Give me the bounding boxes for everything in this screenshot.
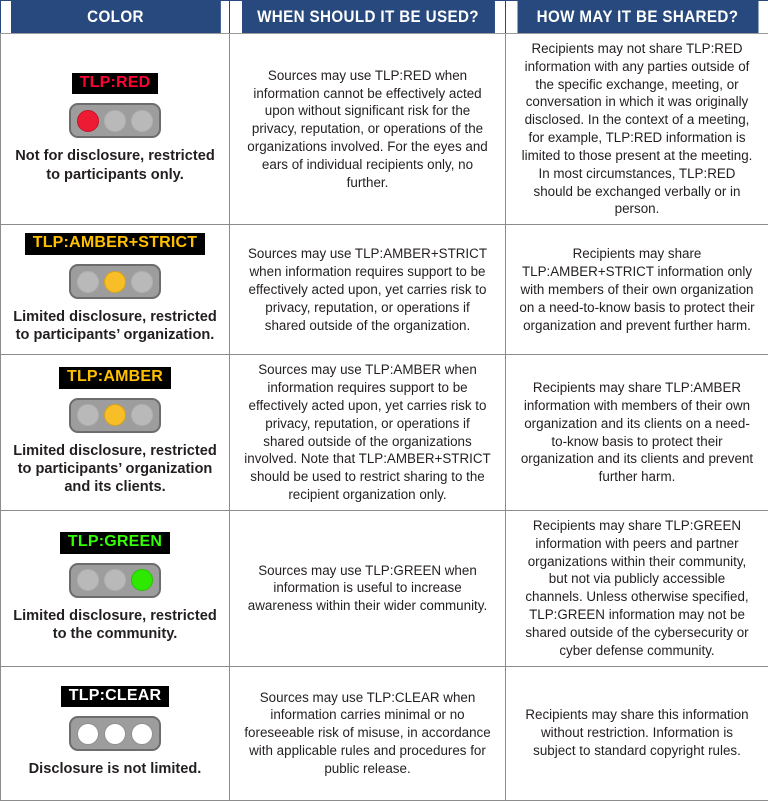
lamp-amber-off [104, 110, 126, 132]
how-shared-amber-strict: Recipients may share TLP:AMBER+STRICT information only with members of their own organization on a need-to-know basis to protect their organization and prevent further harm. [506, 225, 768, 355]
when-used-red: Sources may use TLP:RED when information cannot be effectively acted upon without significant risk for the privacy, reputation, or operations of the organizations involved. For the eyes and ears of individual recipients only, no further. [230, 34, 506, 225]
lamp-green-off [131, 271, 153, 293]
lamp-red [77, 110, 99, 132]
lamp-amber [104, 404, 126, 426]
when-used-green: Sources may use TLP:GREEN when information is useful to increase awareness within their wider community. [230, 510, 506, 666]
lamp-red-off [77, 271, 99, 293]
traffic-light-icon-amber [69, 398, 161, 433]
lamp-red-off [77, 404, 99, 426]
lamp-green-off [131, 404, 153, 426]
when-used-amber: Sources may use TLP:AMBER when information requires support to be effectively acted upon, yet carries risk to privacy, reputation, or operations if shared outside of the organizations involved. Note that TLP:AMBER+STRICT should be used to restrict sharing to the recipient organization only. [230, 355, 506, 511]
table-row [1, 510, 768, 666]
column-header-when-used: WHEN SHOULD IT BE USED? [241, 1, 495, 34]
lamp-red-off [77, 569, 99, 591]
traffic-light-icon-amber-strict [69, 264, 161, 299]
column-header-how-shared: HOW MAY IT BE SHARED? [516, 1, 758, 34]
color-cell-red [1, 34, 230, 225]
table-header [1, 1, 768, 34]
when-used-amber-strict: Sources may use TLP:AMBER+STRICT when information requires support to be effectively acted upon, yet carries risk to privacy, reputation, or operations if shared outside of the organization. [230, 225, 506, 355]
lamp-red-white [77, 723, 99, 745]
column-header-color: COLOR [10, 1, 221, 34]
table-row [1, 225, 768, 355]
color-cell-clear [1, 666, 230, 800]
tlp-caption-amber: Limited disclosure, restricted to participants’ organization and its clients. [7, 442, 223, 496]
how-shared-clear: Recipients may share this information without restriction. Information is subject to standard copyright rules. [506, 666, 768, 800]
tlp-caption-green: Limited disclosure, restricted to the community. [7, 607, 223, 643]
lamp-amber [104, 271, 126, 293]
color-cell-amber [1, 355, 230, 511]
table-row [1, 34, 768, 225]
header-row [1, 1, 768, 34]
tlp-badge-amber-strict: TLP:AMBER+STRICT [25, 233, 206, 255]
tlp-badge-green: TLP:GREEN [60, 532, 170, 554]
traffic-light-icon-green [69, 563, 161, 598]
lamp-amber-off [104, 569, 126, 591]
tlp-badge-red: TLP:RED [72, 73, 159, 95]
color-cell-green [1, 510, 230, 666]
traffic-light-icon-red [69, 103, 161, 138]
tlp-badge-amber: TLP:AMBER [59, 367, 171, 389]
table-row [1, 666, 768, 800]
tlp-caption-red: Not for disclosure, restricted to participants only. [7, 147, 223, 183]
tlp-caption-clear: Disclosure is not limited. [7, 760, 223, 778]
color-cell-amber-strict [1, 225, 230, 355]
tlp-caption-amber-strict: Limited disclosure, restricted to participants’ organization. [7, 308, 223, 344]
lamp-green-off [131, 110, 153, 132]
table-body [1, 34, 768, 801]
how-shared-green: Recipients may share TLP:GREEN information with peers and partner organizations within their community, but not via publicly accessible channels. Unless otherwise specified, TLP:GREEN information may not be shared outside of the cybersecurity or cyber defense community. [506, 510, 768, 666]
when-used-clear: Sources may use TLP:CLEAR when information carries minimal or no foreseeable risk of misuse, in accordance with applicable rules and procedures for public release. [230, 666, 506, 800]
lamp-green [131, 569, 153, 591]
tlp-badge-clear: TLP:CLEAR [61, 686, 169, 708]
lamp-green-white [131, 723, 153, 745]
how-shared-red: Recipients may not share TLP:RED information with any parties outside of the specific exchange, meeting, or conversation in which it was originally disclosed. In the context of a meeting, for example, TLP:RED information is limited to those present at the meeting. In most circumstances, TLP:RED should be exchanged verbally or in person. [506, 34, 768, 225]
how-shared-amber: Recipients may share TLP:AMBER information with members of their own organization and its clients on a need-to-know basis to protect their organization and its clients and prevent further harm. [506, 355, 768, 511]
traffic-light-icon-clear [69, 716, 161, 751]
table-row [1, 355, 768, 511]
lamp-amber-white [104, 723, 126, 745]
